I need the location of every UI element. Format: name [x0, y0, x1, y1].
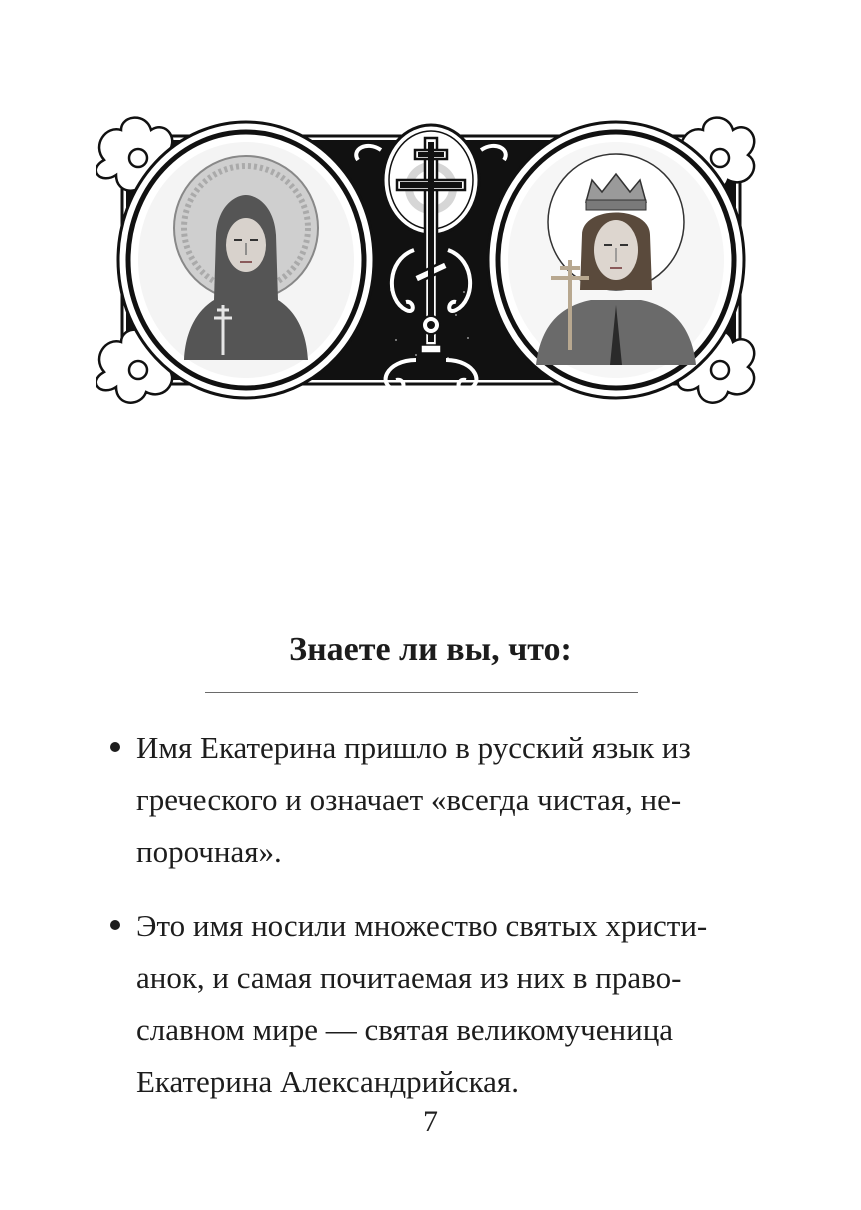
fact-item: [110, 722, 750, 878]
ornamental-banner: [96, 110, 766, 410]
fact-item: [110, 900, 750, 1108]
fact-text-line: Имя Екатерина пришло в русский язык из: [136, 730, 691, 765]
fact-text-line: порочная».: [136, 834, 282, 869]
fact-text-line: греческого и означает «всегда чистая, не-: [136, 782, 682, 817]
fact-text-line: анок, и самая почитаемая из них в право-: [136, 960, 682, 995]
fact-text-line: Екатерина Александрийская.: [136, 1064, 519, 1099]
section-heading: Знаете ли вы, что:: [289, 631, 572, 668]
left-saint-medallion: [118, 122, 374, 398]
bullet-icon: [110, 742, 120, 752]
facts-list: [110, 722, 750, 1130]
heading-divider: [205, 692, 638, 693]
fact-text-line: славном мире — святая великомученица: [136, 1012, 674, 1047]
fact-text-line: Это имя носили множество святых христи-: [136, 908, 708, 943]
page-number: 7: [423, 1105, 438, 1138]
bullet-icon: [110, 920, 120, 930]
right-saint-medallion: [488, 122, 744, 398]
